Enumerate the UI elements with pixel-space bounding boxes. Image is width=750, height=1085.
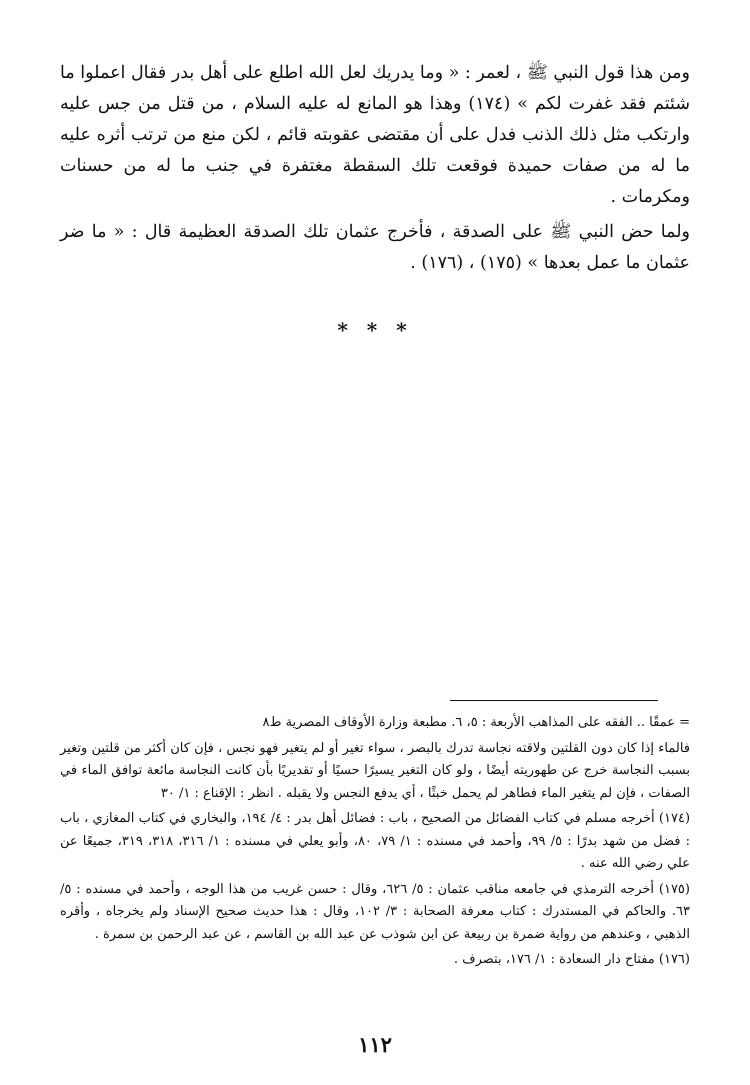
footnote-174: (١٧٤) أخرجه مسلم في كتاب الفضائل من الصحيح ، باب : فضائل أهل بدر : ٤/ ١٩٤، والبخاري في كتاب المغازي ، باب : فضل من شهد بدرًا : ٥/ ٩٩، وأحمد في مسنده : ١/ ٧٩، ٨٠، وأبو يعلي في مسنده : ١/ ٣١٦، ٣١٨، ٣١٩، جميعًا عن علي رضي الله عنه .: [60, 811, 691, 871]
paragraph: ومن هذا قول النبي ﷺ ، لعمر : « وما يدريك لعل الله اطلع على أهل بدر فقال اعملوا ما شئتم فقد غفرت لكم » (١٧٤) وهذا هو المانع له عليه السلام ، من قتل من جس عليه وارتكب مثل ذلك الذنب فدل على أن مقتضى عقوبته قائم ، لكن منع من ترتب أثره عليه ما له من صفات حميدة فوقعت تلك السقطة مغتفرة في جنب ما له من حسنات ومكرمات .: [60, 63, 690, 207]
footnote-176: (١٧٦) مفتاح دار السعادة : ١/ ١٧٦، بتصرف .: [453, 952, 690, 967]
page-number: ١١٢: [358, 1032, 392, 1057]
footnote-continuation: = عمقًا .. الفقه على المذاهب الأربعة : ٥، ٦. مطبعة وزارة الأوقاف المصرية ط٨: [262, 715, 690, 730]
section-separator: * * *: [337, 318, 413, 342]
footnote-175: (١٧٥) أخرجه الترمذي في جامعه مناقب عثمان : ٥/ ٦٢٦، وقال : حسن غريب من هذا الوجه ، وأحمد في مسنده : ٥/ ٦٣. والحاكم في المستدرك : كتاب معرفة الصحابة : ٣/ ١٠٢، وقال : هذا حديث صحيح الإسناد ولم يخرجاه ، وأقره الذهبي ، وعندهم من رواية ضمرة بن ربيعة عن ابن شوذب عن عبد الله بن القاسم ، عن عبد الرحمن بن سمرة .: [60, 881, 690, 942]
footnotes: [60, 712, 690, 975]
footnote-rule: [450, 700, 658, 701]
footnote-continuation: فالماء إذا كان دون القلتين ولاقته نجاسة تدرك بالبصر ، سواء تغير أو لم يتغير فهو نجس ، فإن كان أكثر من قلتين وتغير بسبب النجاسة خرج عن طهوريته أيضًا ، ولو كان التغير يسيرًا حسيًا أو تقديريًا بأن كانت النجاسة مائعة توافق الماء في الصفات ، فإن لم يتغير الماء فطاهر لم يحمل خبثًا ، أي يدفع النجس ولا يقبله . انظر : الإقناع : ١/ ٣٠: [60, 740, 690, 801]
paragraph: ولما حض النبي ﷺ على الصدقة ، فأخرج عثمان تلك الصدقة العظيمة قال : « ما ضر عثمان ما عمل بعدها » (١٧٥) ، (١٧٦) .: [60, 222, 690, 273]
main-text: [60, 58, 690, 283]
